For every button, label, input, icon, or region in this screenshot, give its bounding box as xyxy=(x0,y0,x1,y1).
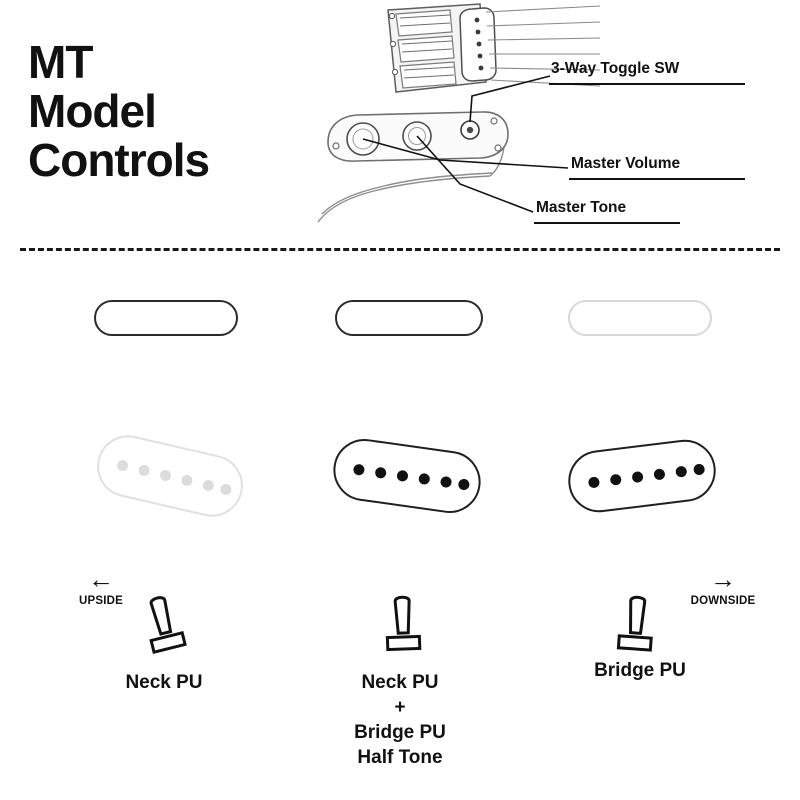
pickup-graphic-inactive xyxy=(91,429,249,523)
pole-piece xyxy=(180,473,193,486)
pole-piece xyxy=(653,468,665,480)
title-line-1: MT xyxy=(28,36,93,88)
position-3-caption xyxy=(510,658,770,683)
callout-label-toggle: 3-Way Toggle SW xyxy=(551,60,680,77)
pole-piece xyxy=(675,465,687,477)
pole-piece xyxy=(159,468,172,481)
upside-direction xyxy=(56,564,146,607)
caption-line: Bridge PU xyxy=(594,660,686,681)
toggle-switch-lever-icon xyxy=(372,594,434,658)
caption-line: Neck PU xyxy=(125,672,203,693)
caption-line: Half Tone xyxy=(357,747,443,768)
pole-piece xyxy=(138,463,151,476)
dashed-divider xyxy=(20,248,780,251)
callout-label-volume: Master Volume xyxy=(571,155,681,172)
title-line-2: Model xyxy=(28,85,156,137)
pickguard-outline xyxy=(94,300,238,336)
caption-line: + xyxy=(394,697,406,718)
pickup-graphic-active xyxy=(329,435,484,517)
pole-piece xyxy=(440,475,452,487)
position-2-caption xyxy=(270,670,530,770)
pickguard-outline xyxy=(335,300,483,336)
callout-underline-tone xyxy=(534,222,680,224)
arrow-right-icon: → xyxy=(710,564,736,594)
toggle-switch-lever-icon xyxy=(604,593,668,659)
downside-label: DOWNSIDE xyxy=(690,595,756,607)
pole-piece xyxy=(588,476,600,488)
position-1-caption xyxy=(34,670,294,695)
downside-direction xyxy=(668,564,778,607)
caption-line: Bridge PU xyxy=(354,722,446,743)
pole-piece xyxy=(202,478,215,491)
arrow-left-icon: ← xyxy=(88,564,114,594)
pole-piece xyxy=(610,473,622,485)
switch-position-3 xyxy=(510,280,770,780)
pole-piece xyxy=(693,463,705,475)
pole-piece xyxy=(375,466,387,478)
page-title xyxy=(28,38,308,185)
caption-line: Neck PU xyxy=(361,672,439,693)
pole-piece xyxy=(396,469,408,481)
pole-piece xyxy=(353,463,365,475)
pole-piece xyxy=(458,478,470,490)
upside-label: UPSIDE xyxy=(78,595,124,607)
callout-underline-volume xyxy=(569,178,745,180)
switch-position-1 xyxy=(34,280,294,780)
pole-piece xyxy=(116,458,129,471)
pole-piece xyxy=(219,482,232,495)
switch-position-2 xyxy=(270,280,530,780)
title-line-3: Controls xyxy=(28,134,210,186)
callout-underline-toggle xyxy=(549,83,745,85)
pickguard-outline-faded xyxy=(568,300,712,336)
lever-area xyxy=(270,595,530,665)
pole-piece xyxy=(418,472,430,484)
callout-label-tone: Master Tone xyxy=(536,199,627,216)
guitar-body-illustration xyxy=(300,0,800,232)
pickup-graphic-active xyxy=(565,436,719,516)
pole-piece xyxy=(631,470,643,482)
